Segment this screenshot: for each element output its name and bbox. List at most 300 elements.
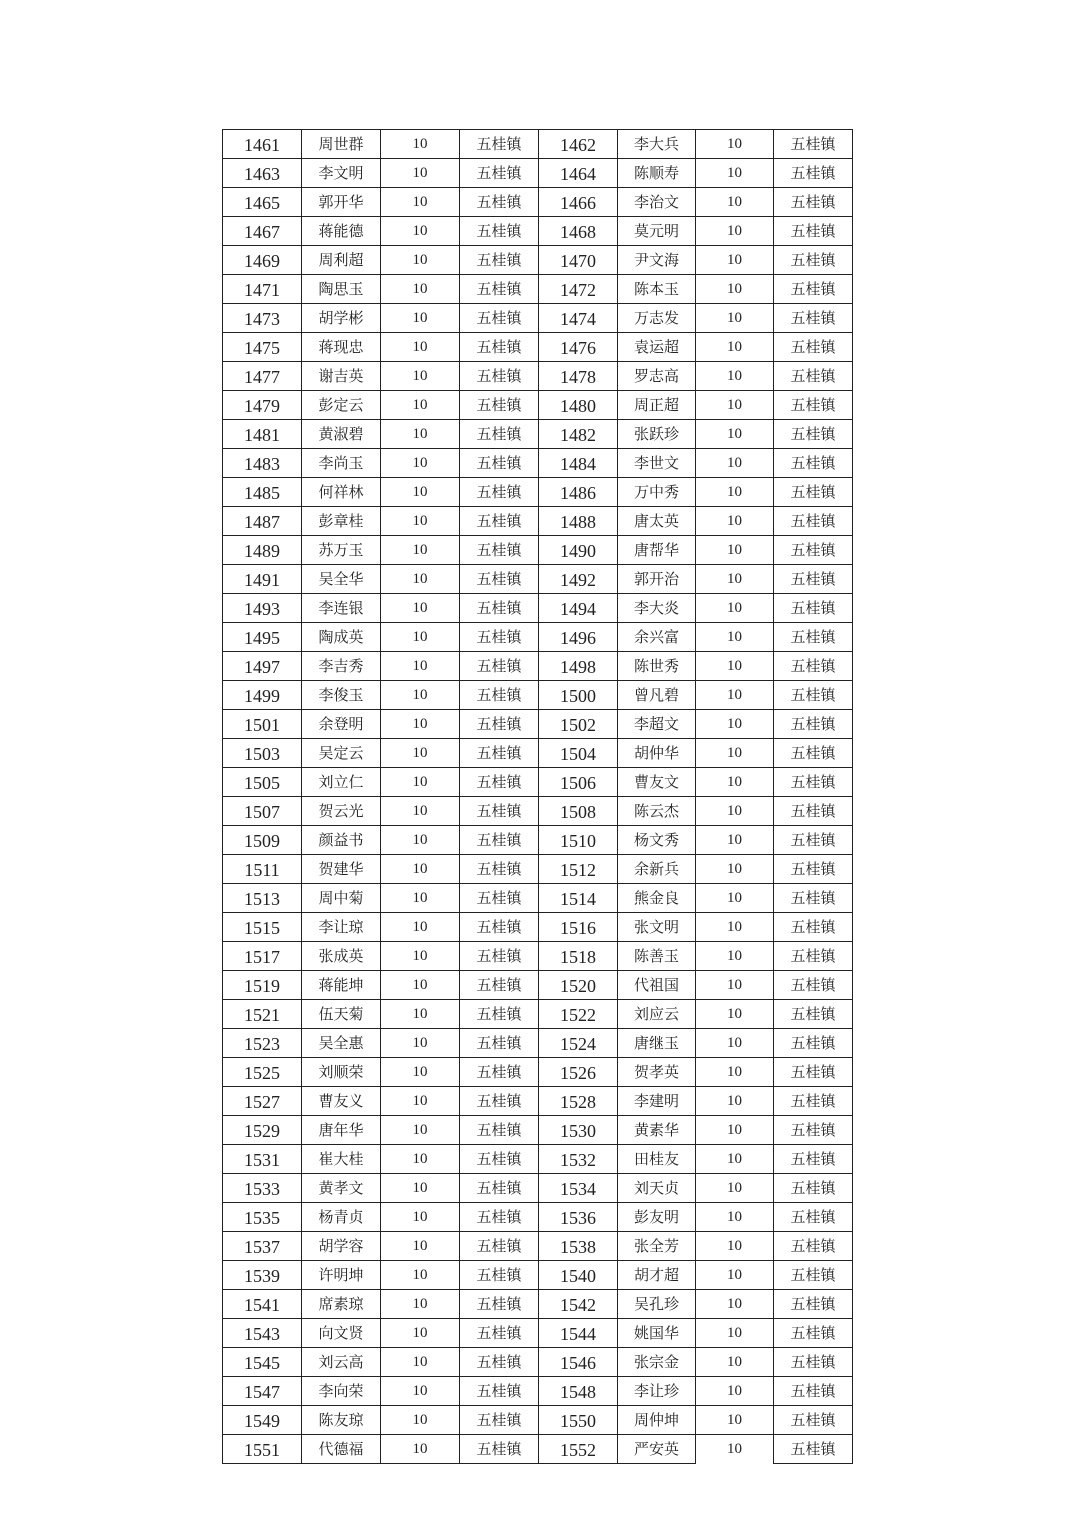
table-row [223,188,853,217]
township-cell: 五桂镇 [774,971,853,1000]
township-cell: 五桂镇 [774,246,853,275]
township-cell: 五桂镇 [774,1116,853,1145]
amount-cell: 10 [696,536,774,565]
person-name-cell: 谢吉英 [302,362,381,391]
record-number-cell: 1520 [539,971,618,1000]
amount-cell: 10 [696,1377,774,1406]
amount-cell: 10 [696,652,774,681]
township-cell: 五桂镇 [774,1319,853,1348]
amount-cell: 10 [381,1087,460,1116]
person-name-cell: 彭友明 [618,1203,696,1232]
amount-cell: 10 [696,159,774,188]
amount-cell: 10 [381,1261,460,1290]
amount-cell: 10 [381,1232,460,1261]
township-cell: 五桂镇 [774,362,853,391]
record-number-cell: 1470 [539,246,618,275]
township-cell: 五桂镇 [460,130,539,159]
record-number-cell: 1490 [539,536,618,565]
township-cell: 五桂镇 [774,1348,853,1377]
roster-table [222,129,853,1464]
amount-cell: 10 [696,768,774,797]
person-name-cell: 彭章桂 [302,507,381,536]
township-cell: 五桂镇 [460,1435,539,1464]
person-name-cell: 余登明 [302,710,381,739]
table-row [223,1232,853,1261]
record-number-cell: 1534 [539,1174,618,1203]
township-cell: 五桂镇 [460,942,539,971]
township-cell: 五桂镇 [774,333,853,362]
table-row [223,710,853,739]
township-cell: 五桂镇 [460,478,539,507]
record-number-cell: 1518 [539,942,618,971]
amount-cell: 10 [696,710,774,739]
amount-cell: 10 [696,130,774,159]
record-number-cell: 1542 [539,1290,618,1319]
person-name-cell: 蒋现忠 [302,333,381,362]
record-number-cell: 1477 [223,362,302,391]
township-cell: 五桂镇 [774,1406,853,1435]
amount-cell: 10 [381,594,460,623]
person-name-cell: 席素琼 [302,1290,381,1319]
table-row [223,913,853,942]
township-cell: 五桂镇 [774,1058,853,1087]
record-number-cell: 1515 [223,913,302,942]
amount-cell: 10 [381,1377,460,1406]
record-number-cell: 1506 [539,768,618,797]
amount-cell: 10 [381,1116,460,1145]
amount-cell: 10 [696,797,774,826]
person-name-cell: 吴全惠 [302,1029,381,1058]
township-cell: 五桂镇 [774,565,853,594]
table-row [223,304,853,333]
amount-cell: 10 [696,1435,774,1464]
table-row [223,1174,853,1203]
person-name-cell: 吴全华 [302,565,381,594]
township-cell: 五桂镇 [774,1261,853,1290]
person-name-cell: 李连银 [302,594,381,623]
amount-cell: 10 [381,1435,460,1464]
record-number-cell: 1508 [539,797,618,826]
amount-cell: 10 [381,1348,460,1377]
amount-cell: 10 [381,188,460,217]
person-name-cell: 刘顺荣 [302,1058,381,1087]
record-number-cell: 1544 [539,1319,618,1348]
person-name-cell: 姚国华 [618,1319,696,1348]
record-number-cell: 1529 [223,1116,302,1145]
record-number-cell: 1521 [223,1000,302,1029]
record-number-cell: 1461 [223,130,302,159]
person-name-cell: 陈本玉 [618,275,696,304]
amount-cell: 10 [696,1319,774,1348]
township-cell: 五桂镇 [460,652,539,681]
person-name-cell: 周正超 [618,391,696,420]
township-cell: 五桂镇 [774,623,853,652]
amount-cell: 10 [696,188,774,217]
record-number-cell: 1487 [223,507,302,536]
person-name-cell: 张成英 [302,942,381,971]
amount-cell: 10 [696,594,774,623]
township-cell: 五桂镇 [460,1000,539,1029]
table-row [223,478,853,507]
amount-cell: 10 [381,333,460,362]
record-number-cell: 1484 [539,449,618,478]
person-name-cell: 张宗金 [618,1348,696,1377]
person-name-cell: 严安英 [618,1435,696,1464]
township-cell: 五桂镇 [460,159,539,188]
table-row [223,130,853,159]
record-number-cell: 1514 [539,884,618,913]
record-number-cell: 1526 [539,1058,618,1087]
record-number-cell: 1500 [539,681,618,710]
township-cell: 五桂镇 [460,594,539,623]
person-name-cell: 黄淑碧 [302,420,381,449]
amount-cell: 10 [381,1406,460,1435]
amount-cell: 10 [696,826,774,855]
amount-cell: 10 [381,1290,460,1319]
township-cell: 五桂镇 [460,362,539,391]
township-cell: 五桂镇 [774,768,853,797]
person-name-cell: 曾凡碧 [618,681,696,710]
amount-cell: 10 [381,1000,460,1029]
table-row [223,1116,853,1145]
record-number-cell: 1474 [539,304,618,333]
township-cell: 五桂镇 [774,507,853,536]
record-number-cell: 1535 [223,1203,302,1232]
record-number-cell: 1527 [223,1087,302,1116]
township-cell: 五桂镇 [460,507,539,536]
person-name-cell: 曹友文 [618,768,696,797]
amount-cell: 10 [381,507,460,536]
township-cell: 五桂镇 [774,1203,853,1232]
township-cell: 五桂镇 [460,739,539,768]
amount-cell: 10 [696,1203,774,1232]
township-cell: 五桂镇 [774,275,853,304]
table-row [223,884,853,913]
amount-cell: 10 [381,536,460,565]
township-cell: 五桂镇 [774,188,853,217]
township-cell: 五桂镇 [774,1290,853,1319]
person-name-cell: 万中秀 [618,478,696,507]
table-row [223,1261,853,1290]
record-number-cell: 1495 [223,623,302,652]
person-name-cell: 唐年华 [302,1116,381,1145]
table-row [223,1377,853,1406]
township-cell: 五桂镇 [460,246,539,275]
township-cell: 五桂镇 [774,1087,853,1116]
table-row [223,594,853,623]
table-row [223,246,853,275]
record-number-cell: 1504 [539,739,618,768]
amount-cell: 10 [696,942,774,971]
table-row [223,217,853,246]
record-number-cell: 1539 [223,1261,302,1290]
record-number-cell: 1492 [539,565,618,594]
amount-cell: 10 [696,565,774,594]
table-row [223,1319,853,1348]
record-number-cell: 1469 [223,246,302,275]
person-name-cell: 贺建华 [302,855,381,884]
record-number-cell: 1473 [223,304,302,333]
amount-cell: 10 [696,623,774,652]
person-name-cell: 万志发 [618,304,696,333]
township-cell: 五桂镇 [460,1406,539,1435]
person-name-cell: 杨青贞 [302,1203,381,1232]
record-number-cell: 1464 [539,159,618,188]
record-number-cell: 1533 [223,1174,302,1203]
amount-cell: 10 [696,217,774,246]
record-number-cell: 1465 [223,188,302,217]
township-cell: 五桂镇 [460,623,539,652]
record-number-cell: 1510 [539,826,618,855]
township-cell: 五桂镇 [774,594,853,623]
township-cell: 五桂镇 [460,1058,539,1087]
amount-cell: 10 [381,1058,460,1087]
person-name-cell: 陈世秀 [618,652,696,681]
township-cell: 五桂镇 [460,1203,539,1232]
amount-cell: 10 [696,1261,774,1290]
table-row [223,623,853,652]
record-number-cell: 1532 [539,1145,618,1174]
person-name-cell: 颜益书 [302,826,381,855]
amount-cell: 10 [696,855,774,884]
table-row [223,449,853,478]
amount-cell: 10 [381,1319,460,1348]
record-number-cell: 1522 [539,1000,618,1029]
person-name-cell: 代德福 [302,1435,381,1464]
record-number-cell: 1503 [223,739,302,768]
person-name-cell: 刘立仁 [302,768,381,797]
amount-cell: 10 [696,1000,774,1029]
amount-cell: 10 [696,1232,774,1261]
amount-cell: 10 [381,768,460,797]
person-name-cell: 周世群 [302,130,381,159]
person-name-cell: 唐继玉 [618,1029,696,1058]
amount-cell: 10 [381,391,460,420]
person-name-cell: 周仲坤 [618,1406,696,1435]
record-number-cell: 1493 [223,594,302,623]
amount-cell: 10 [696,449,774,478]
record-number-cell: 1509 [223,826,302,855]
person-name-cell: 莫元明 [618,217,696,246]
township-cell: 五桂镇 [774,884,853,913]
person-name-cell: 苏万玉 [302,536,381,565]
record-number-cell: 1541 [223,1290,302,1319]
record-number-cell: 1524 [539,1029,618,1058]
amount-cell: 10 [381,942,460,971]
person-name-cell: 袁运超 [618,333,696,362]
township-cell: 五桂镇 [774,826,853,855]
township-cell: 五桂镇 [460,681,539,710]
amount-cell: 10 [696,1174,774,1203]
amount-cell: 10 [381,478,460,507]
person-name-cell: 李世文 [618,449,696,478]
amount-cell: 10 [696,739,774,768]
record-number-cell: 1480 [539,391,618,420]
township-cell: 五桂镇 [774,130,853,159]
record-number-cell: 1462 [539,130,618,159]
township-cell: 五桂镇 [460,884,539,913]
amount-cell: 10 [696,1087,774,1116]
township-cell: 五桂镇 [460,1145,539,1174]
person-name-cell: 黄孝文 [302,1174,381,1203]
township-cell: 五桂镇 [774,1029,853,1058]
person-name-cell: 陶成英 [302,623,381,652]
amount-cell: 10 [381,1174,460,1203]
record-number-cell: 1476 [539,333,618,362]
township-cell: 五桂镇 [460,1174,539,1203]
table-row [223,1435,853,1464]
township-cell: 五桂镇 [460,275,539,304]
person-name-cell: 蒋能德 [302,217,381,246]
township-cell: 五桂镇 [460,1319,539,1348]
township-cell: 五桂镇 [460,536,539,565]
person-name-cell: 余新兵 [618,855,696,884]
table-row [223,768,853,797]
amount-cell: 10 [696,971,774,1000]
amount-cell: 10 [381,130,460,159]
record-number-cell: 1468 [539,217,618,246]
person-name-cell: 吴定云 [302,739,381,768]
amount-cell: 10 [381,304,460,333]
township-cell: 五桂镇 [460,1087,539,1116]
table-row [223,681,853,710]
amount-cell: 10 [381,565,460,594]
person-name-cell: 胡学容 [302,1232,381,1261]
amount-cell: 10 [696,1029,774,1058]
amount-cell: 10 [696,246,774,275]
person-name-cell: 陈云杰 [618,797,696,826]
record-number-cell: 1478 [539,362,618,391]
township-cell: 五桂镇 [774,478,853,507]
amount-cell: 10 [381,217,460,246]
amount-cell: 10 [696,1058,774,1087]
person-name-cell: 彭定云 [302,391,381,420]
record-number-cell: 1463 [223,159,302,188]
record-number-cell: 1511 [223,855,302,884]
person-name-cell: 郭开华 [302,188,381,217]
person-name-cell: 熊金良 [618,884,696,913]
amount-cell: 10 [696,333,774,362]
township-cell: 五桂镇 [774,1174,853,1203]
person-name-cell: 李文明 [302,159,381,188]
amount-cell: 10 [696,1290,774,1319]
amount-cell: 10 [381,1203,460,1232]
township-cell: 五桂镇 [774,159,853,188]
person-name-cell: 吴孔珍 [618,1290,696,1319]
record-number-cell: 1551 [223,1435,302,1464]
record-number-cell: 1481 [223,420,302,449]
amount-cell: 10 [381,681,460,710]
person-name-cell: 陶思玉 [302,275,381,304]
township-cell: 五桂镇 [774,1145,853,1174]
record-number-cell: 1546 [539,1348,618,1377]
record-number-cell: 1516 [539,913,618,942]
person-name-cell: 胡仲华 [618,739,696,768]
amount-cell: 10 [381,826,460,855]
person-name-cell: 陈善玉 [618,942,696,971]
township-cell: 五桂镇 [460,797,539,826]
person-name-cell: 曹友义 [302,1087,381,1116]
table-row [223,652,853,681]
township-cell: 五桂镇 [774,391,853,420]
roster-table-body [223,130,853,1464]
person-name-cell: 李治文 [618,188,696,217]
township-cell: 五桂镇 [460,1116,539,1145]
record-number-cell: 1538 [539,1232,618,1261]
record-number-cell: 1536 [539,1203,618,1232]
person-name-cell: 崔大桂 [302,1145,381,1174]
amount-cell: 10 [696,681,774,710]
table-row [223,1406,853,1435]
table-row [223,1087,853,1116]
person-name-cell: 刘应云 [618,1000,696,1029]
record-number-cell: 1517 [223,942,302,971]
record-number-cell: 1486 [539,478,618,507]
amount-cell: 10 [696,913,774,942]
person-name-cell: 李俊玉 [302,681,381,710]
person-name-cell: 代祖国 [618,971,696,1000]
record-number-cell: 1491 [223,565,302,594]
amount-cell: 10 [696,391,774,420]
amount-cell: 10 [696,884,774,913]
record-number-cell: 1528 [539,1087,618,1116]
township-cell: 五桂镇 [460,913,539,942]
amount-cell: 10 [381,739,460,768]
amount-cell: 10 [696,507,774,536]
record-number-cell: 1475 [223,333,302,362]
record-number-cell: 1512 [539,855,618,884]
amount-cell: 10 [696,1116,774,1145]
township-cell: 五桂镇 [774,217,853,246]
person-name-cell: 唐太英 [618,507,696,536]
township-cell: 五桂镇 [774,739,853,768]
amount-cell: 10 [381,246,460,275]
township-cell: 五桂镇 [460,1377,539,1406]
township-cell: 五桂镇 [774,681,853,710]
table-row [223,536,853,565]
person-name-cell: 向文贤 [302,1319,381,1348]
person-name-cell: 李大炎 [618,594,696,623]
township-cell: 五桂镇 [460,826,539,855]
record-number-cell: 1479 [223,391,302,420]
table-row [223,1348,853,1377]
township-cell: 五桂镇 [774,1435,853,1464]
township-cell: 五桂镇 [460,971,539,1000]
record-number-cell: 1482 [539,420,618,449]
table-row [223,1203,853,1232]
record-number-cell: 1543 [223,1319,302,1348]
table-row [223,797,853,826]
table-row [223,507,853,536]
record-number-cell: 1489 [223,536,302,565]
table-row [223,1290,853,1319]
township-cell: 五桂镇 [774,1232,853,1261]
table-row [223,1145,853,1174]
record-number-cell: 1523 [223,1029,302,1058]
table-row [223,275,853,304]
table-row [223,1058,853,1087]
township-cell: 五桂镇 [460,333,539,362]
record-number-cell: 1499 [223,681,302,710]
record-number-cell: 1485 [223,478,302,507]
person-name-cell: 陈顺寿 [618,159,696,188]
record-number-cell: 1550 [539,1406,618,1435]
table-row [223,362,853,391]
person-name-cell: 李向荣 [302,1377,381,1406]
amount-cell: 10 [696,420,774,449]
record-number-cell: 1488 [539,507,618,536]
person-name-cell: 贺孝英 [618,1058,696,1087]
